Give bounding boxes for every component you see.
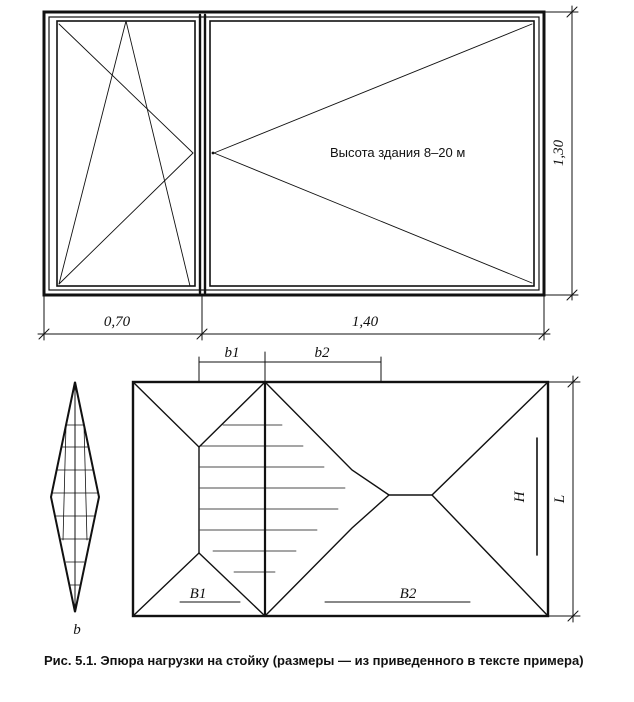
load-diagram (51, 352, 580, 622)
label-B1: B1 (189, 586, 207, 602)
hinge-point (212, 152, 215, 155)
load-hatching (200, 425, 345, 572)
building-height-note: Высота здания 8–20 м (330, 145, 466, 160)
window-outer-frame (44, 12, 544, 295)
label-B2: B2 (399, 586, 417, 602)
label-L: L (552, 494, 568, 504)
left-sash-opening-lines (59, 21, 193, 286)
window-drawing (38, 6, 578, 340)
label-b: b (73, 622, 81, 638)
panel-outline (133, 382, 548, 616)
label-b2: b2 (314, 345, 330, 361)
dim-width-right-label: 1,40 (351, 314, 379, 330)
label-H: H (512, 491, 528, 503)
dim-width-left-label: 0,70 (103, 314, 131, 330)
label-b1: b1 (224, 345, 240, 361)
dim-height-label: 1,30 (551, 139, 567, 167)
left-sash-frame (57, 21, 195, 286)
figure-caption: Рис. 5.1. Эпюра нагрузки на стойку (размеры — из приведенного в тексте примера) (44, 653, 584, 668)
load-spindle (51, 382, 99, 612)
window-inner-frame (49, 17, 539, 290)
envelope-lines (133, 382, 548, 616)
